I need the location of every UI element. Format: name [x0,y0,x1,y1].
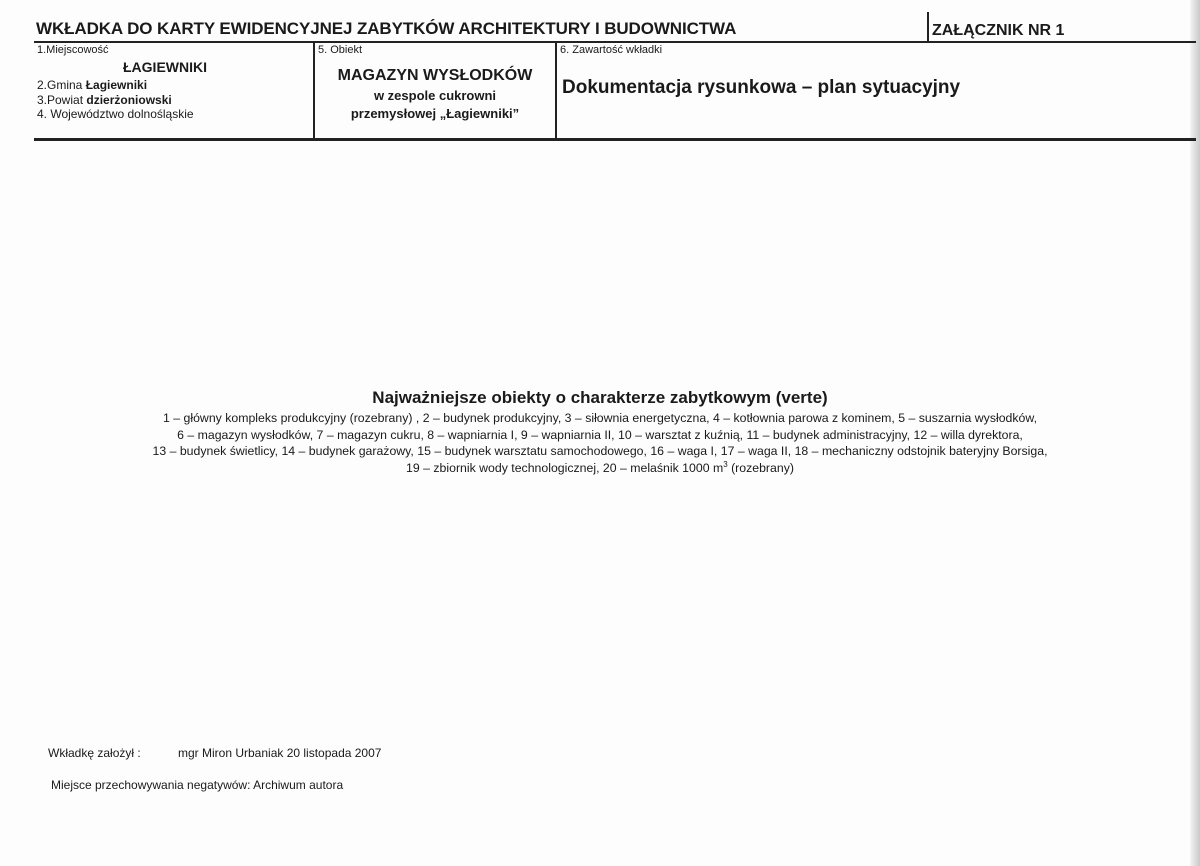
annex-label: ZAŁĄCZNIK NR 1 [932,22,1065,39]
powiat-row [37,93,172,107]
gmina-label: 2.Gmina [37,78,86,92]
objects-list-line-4-text: 19 – zbiornik wody technologicznej, 20 – melaśnik 1000 m [406,461,724,476]
column-divider-2 [555,43,557,138]
header-divider [927,12,929,42]
author-label: Wkładkę założył : [48,746,141,760]
objects-list-line-4 [0,460,1200,475]
powiat-label: 3.Powiat [37,93,87,107]
town-name: ŁAGIEWNIKI [123,59,207,75]
objects-list-line-3: 13 – budynek świetlicy, 14 – budynek garażowy, 15 – budynek warsztatu samochodowego, 16 – waga I, 17 – waga II, 18 – mechaniczny odstojnik bateryjny Borsiga, [152,444,1048,458]
objects-list-title: Najważniejsze obiekty o charakterze zabytkowym (verte) [372,388,828,407]
header-rule [34,41,1196,43]
objects-list-line-2: 6 – magazyn wysłodków, 7 – magazyn cukru, 8 – wapniarnia I, 9 – wapniarnia II, 10 – warsztat z kuźnią, 11 – budynek administracyjny, 12 – willa dyrektora, [177,428,1023,442]
objects-list-line-1: 1 – główny kompleks produkcyjny (rozebrany) , 2 – budynek produkcyjny, 3 – siłownia energetyczna, 4 – kotłownia parowa z kominem, 5 – suszarnia wysłodków, [163,411,1037,425]
object-subtitle-2: przemysłowej „Łagiewniki” [350,106,520,121]
gmina-value: Łagiewniki [85,78,148,92]
author-value: mgr Miron Urbaniak 20 listopada 2007 [178,746,382,760]
negatives-location: Miejsce przechowywania negatywów: Archiwum autora [51,778,344,792]
object-label: 5. Obiekt [318,44,363,56]
wojewodztwo-row [37,107,194,121]
location-label: 1.Miejscowość [37,44,109,56]
gmina-row [37,78,147,92]
wojewodztwo-label: 4. Województwo [37,107,128,121]
document-title: WKŁADKA DO KARTY EWIDENCYJNEJ ZABYTKÓW ARCHITEKTURY I BUDOWNICTWA [36,19,737,38]
objects-list-line-4-suffix: (rozebrany) [727,461,794,476]
header-box-bottom-rule [34,138,1196,141]
contents-value: Dokumentacja rysunkowa – plan sytuacyjny [562,77,961,98]
object-name: MAGAZYN WYSŁODKÓW [337,67,533,84]
powiat-value: dzierżoniowski [86,93,172,107]
contents-label: 6. Zawartość wkładki [560,44,663,56]
wojewodztwo-value: dolnośląskie [127,107,194,121]
cubic-superscript: 3 [723,460,728,469]
object-subtitle-1: w zespole cukrowni [373,88,497,103]
